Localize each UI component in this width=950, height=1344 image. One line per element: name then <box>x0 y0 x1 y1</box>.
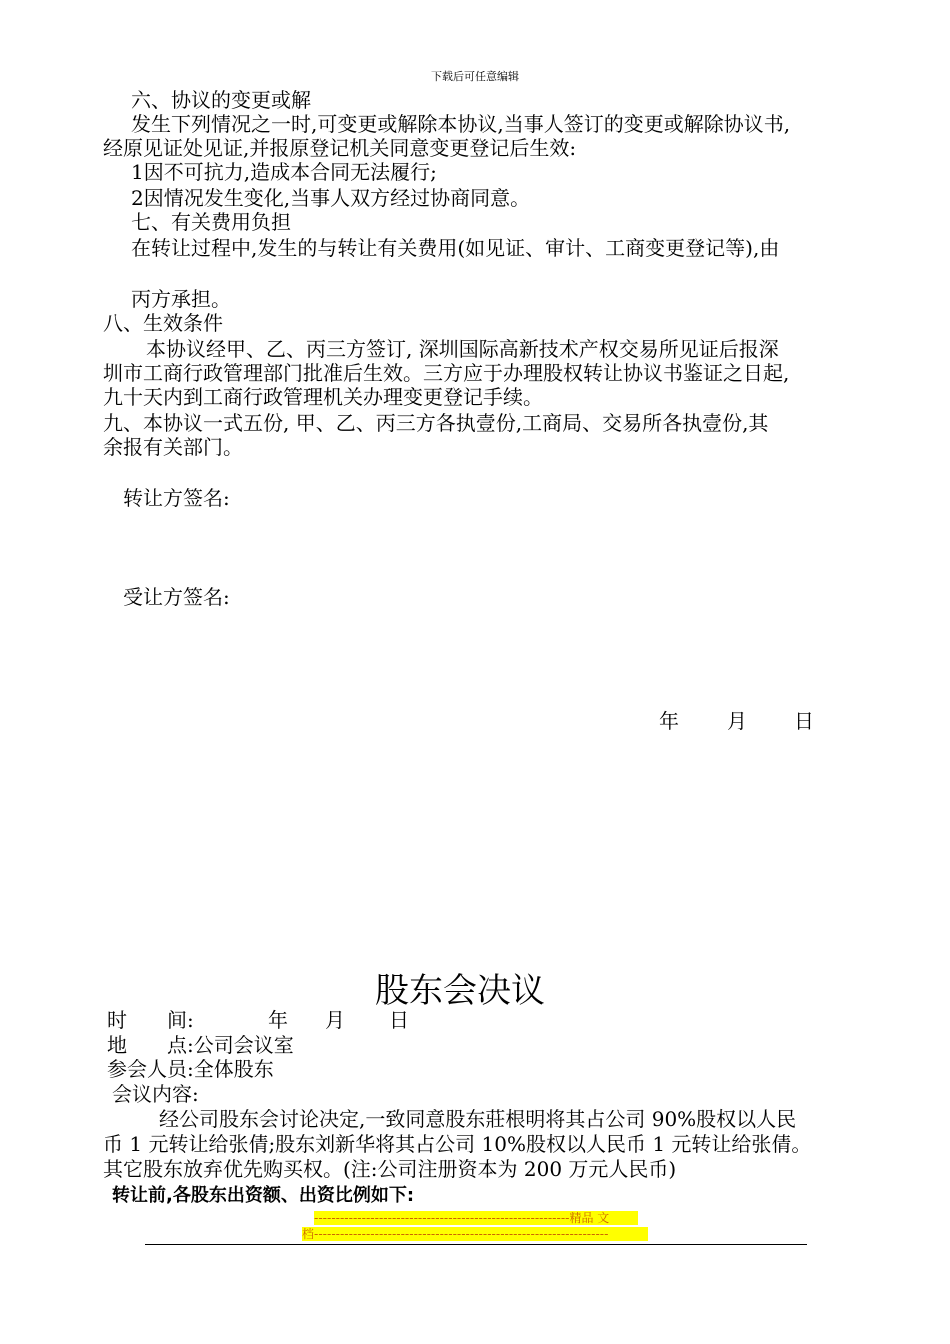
meeting-content-label: 会议内容: <box>112 1082 199 1106</box>
section9-line1: 九、本协议一式五份, 甲、乙、丙三方各执壹份,工商局、交易所各执壹份,其 <box>103 411 769 435</box>
section7-title: 七、有关费用负担 <box>131 210 291 234</box>
section7-line2: 丙方承担。 <box>131 287 231 311</box>
section7-line1: 在转让过程中,发生的与转让有关费用(如见证、审计、工商变更登记等),由 <box>131 236 780 260</box>
meeting-time-day: 日 <box>389 1008 409 1032</box>
transferor-signature-label: 转让方签名: <box>123 486 230 510</box>
meeting-content-line2: 币 1 元转让给张倩;股东刘新华将其占公司 10%股权以人民币 1 元转让给张倩。 <box>103 1132 812 1156</box>
header-note: 下载后可任意编辑 <box>431 70 519 83</box>
meeting-time-year: 年 <box>268 1008 288 1032</box>
footer-highlight-line2: 档-------------------------------------------------------------------- <box>302 1227 648 1241</box>
date-month: 月 <box>727 709 747 733</box>
meeting-content-line3: 其它股东放弃优先购买权。(注:公司注册资本为 200 万元人民币) <box>103 1157 677 1181</box>
section6-item1: 1因不可抗力,造成本合同无法履行; <box>131 160 437 184</box>
section6-item2: 2因情况发生变化,当事人双方经过协商同意。 <box>131 186 531 210</box>
section8-line1: 本协议经甲、乙、丙三方签订, 深圳国际高新技术产权交易所见证后报深 <box>146 337 779 361</box>
resolution-title: 股东会决议 <box>375 971 545 1011</box>
meeting-place: 地 点:公司会议室 <box>107 1033 294 1057</box>
meeting-time-month: 月 <box>325 1008 345 1032</box>
footer-highlight-line1: -----------------------------------------------------------精品 文 <box>314 1211 638 1225</box>
section8-title: 八、生效条件 <box>103 311 223 335</box>
transferee-signature-label: 受让方签名: <box>123 585 230 609</box>
section6-paragraph-line1: 发生下列情况之一时,可变更或解除本协议,当事人签订的变更或解除协议书, <box>131 112 791 136</box>
footer-divider <box>145 1244 807 1245</box>
meeting-time-label: 时 间: <box>107 1008 194 1032</box>
section8-line3: 九十天内到工商行政管理机关办理变更登记手续。 <box>103 385 543 409</box>
date-day: 日 <box>794 709 814 733</box>
section9-line2: 余报有关部门。 <box>103 435 243 459</box>
section6-title: 六、协议的变更或解 <box>131 88 311 112</box>
meeting-content-line1: 经公司股东会讨论决定,一致同意股东莊根明将其占公司 90%股权以人民 <box>159 1107 797 1131</box>
meeting-attendees: 参会人员:全体股东 <box>107 1057 274 1081</box>
section8-line2: 圳市工商行政管理部门批准后生效。三方应于办理股权转让协议书鉴证之日起, <box>103 361 790 385</box>
before-transfer-heading: 转让前,各股东出资额、出资比例如下: <box>112 1185 415 1206</box>
date-year: 年 <box>659 709 679 733</box>
section6-paragraph-line2: 经原见证处见证,并报原登记机关同意变更登记后生效: <box>103 136 577 160</box>
